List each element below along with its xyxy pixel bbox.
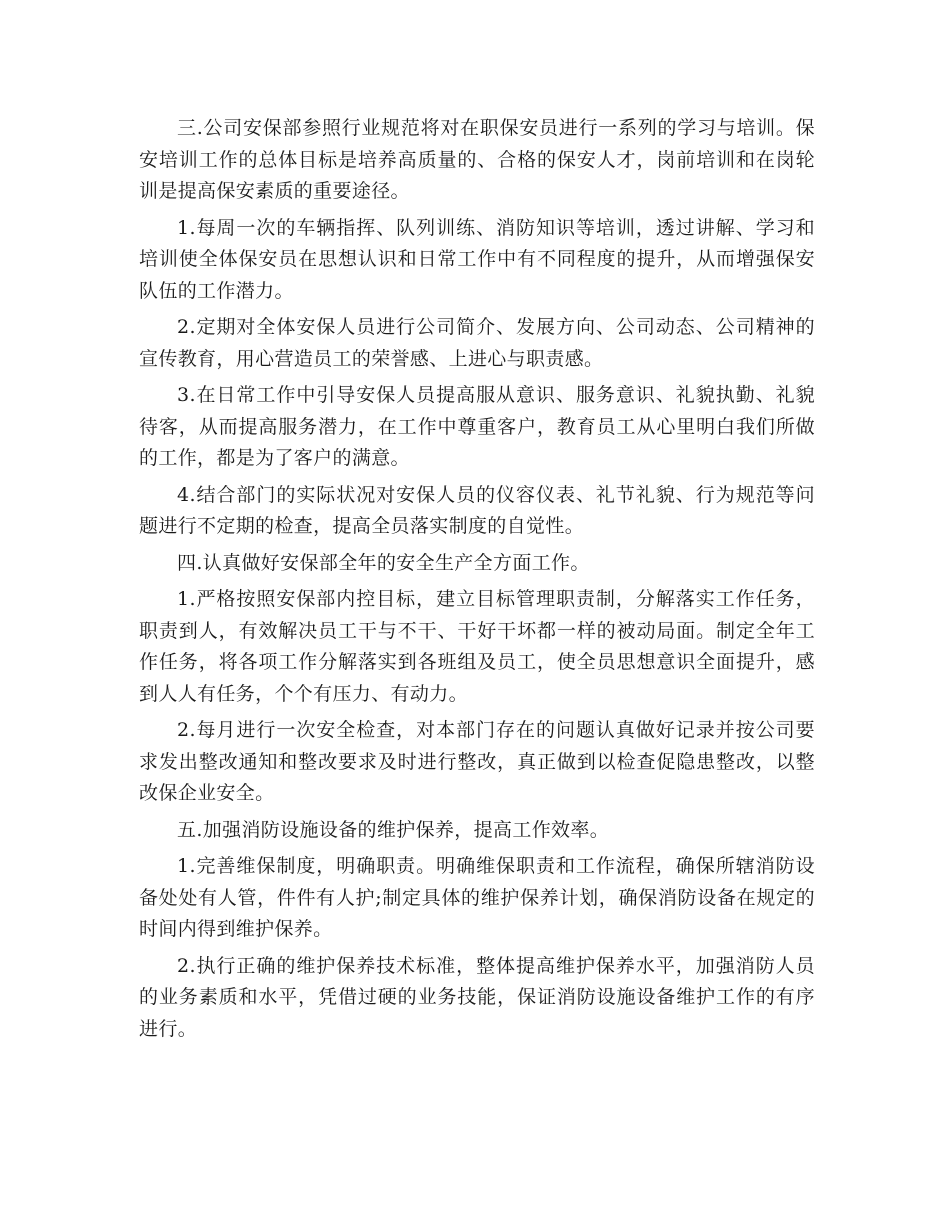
section-four-item-2: 2.每月进行一次安全检查，对本部门存在的问题认真做好记录并按公司要求发出整改通知和整改要求及时进行整改，真正做到以检查促隐患整改，以整改保企业安全。 <box>139 719 815 804</box>
section-three-item-4: 4.结合部门的实际状况对安保人员的仪容仪表、礼节礼貌、行为规范等问题进行不定期的检查，提高全员落实制度的自觉性。 <box>139 483 815 537</box>
section-three-item-1: 1.每周一次的车辆指挥、队列训练、消防知识等培训，透过讲解、学习和培训使全体保安员在思想认识和日常工作中有不同程度的提升，从而增强保安队伍的工作潜力。 <box>139 216 815 302</box>
section-four-heading: 四.认真做好安保部全年的安全生产全方面工作。 <box>177 551 590 574</box>
section-four-item-1: 1.严格按照安保部内控目标，建立目标管理职责制，分解落实工作任务，职责到人，有效解决员工干与不干、干好干坏都一样的被动局面。制定全年工作任务，将各项工作分解落实到各班组及员工，使全员思想意识全面提升，感到人人有任务，个个有压力、有动力。 <box>139 588 815 705</box>
section-five-item-1: 1.完善维保制度，明确职责。明确维保职责和工作流程，确保所辖消防设备处处有人管，件件有人护;制定具体的维护保养计划，确保消防设备在规定的时间内得到维护保养。 <box>139 855 815 940</box>
document-body <box>139 113 815 1050</box>
section-three-item-2: 2.定期对全体安保人员进行公司简介、发展方向、公司动态、公司精神的宣传教育，用心营造员工的荣誉感、上进心与职责感。 <box>139 316 815 370</box>
section-five-item-2: 2.执行正确的维护保养技术标准，整体提高维护保养水平，加强消防人员的业务素质和水平，凭借过硬的业务技能，保证消防设施设备维护工作的有序进行。 <box>139 954 815 1040</box>
section-three-item-3: 3.在日常工作中引导安保人员提高服从意识、服务意识、礼貌执勤、礼貌待客，从而提高服务潜力，在工作中尊重客户，教育员工从心里明白我们所做的工作，都是为了客户的满意。 <box>139 384 815 469</box>
section-three-heading-paragraph: 三.公司安保部参照行业规范将对在职保安员进行一系列的学习与培训。保安培训工作的总体目标是培养高质量的、合格的保安人才，岗前培训和在岗轮训是提高保安素质的重要途径。 <box>139 117 815 202</box>
section-five-heading: 五.加强消防设施设备的维护保养，提高工作效率。 <box>177 818 610 841</box>
